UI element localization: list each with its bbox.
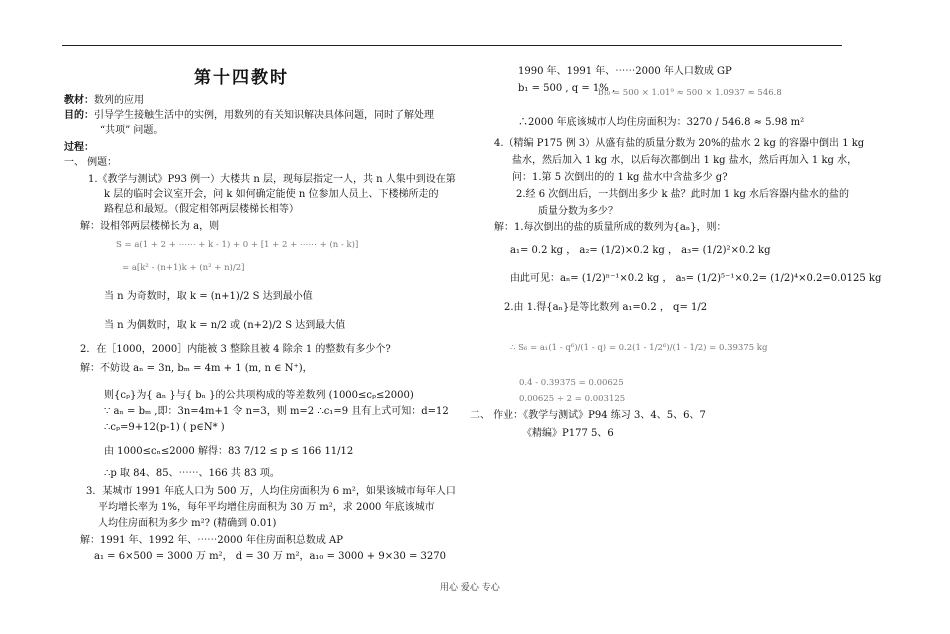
top-rule (62, 45, 842, 46)
formula-simplified: = a[k² - (n+1)k + (n² + n)/2] (122, 263, 245, 273)
problem4-solution: 解：1.每次倒出的盐的质量所成的数列为{aₙ}，则： (494, 222, 727, 233)
problem4-sum: ∴ S₆ = a₁(1 - q⁶)/(1 - q) = 0.2(1 - 1/2⁶)/(1 - 1/2) = 0.39375 kg (510, 343, 768, 353)
material-label: 教材： (64, 95, 94, 106)
problem4-question1: 问：1.第 5 次倒出的的 1 kg 盐水中含盐多少 g? (512, 172, 728, 183)
formula-sum: S = a(1 + 2 + ⋯⋯ + k - 1) + 0 + [1 + 2 + ⋯⋯ + (n - k)] (116, 240, 359, 250)
problem4-diff: 0.4 - 0.39375 = 0.00625 (519, 378, 624, 388)
problem2-answer: ∴p 取 84、85、⋯⋯、166 共 83 项。 (104, 468, 280, 479)
population-params: b₁ = 500 , q = 1% , (518, 83, 616, 94)
problem3-line1: 3．某城市 1991 年底人口为 500 万，人均住房面积为 6 m²，如果该城市每年人口 (86, 486, 456, 497)
problem2-range: 由 1000≤cₙ≤2000 解得：83 7/12 ≤ p ≤ 166 11/12 (104, 446, 354, 457)
homework-line1: 二、 作业：《教学与测试》P94 练习 3、4、5、6、7 (470, 410, 706, 421)
problem2-common: 则{cₚ}为{ aₙ }与{ bₙ }的公共项构成的等差数列 (1000≤cₚ≤2000) (104, 390, 414, 401)
problem4-line2: 盐水，然后加入 1 kg 水，以后每次都倒出 1 kg 盐水，然后再加入 1 kg 水， (512, 155, 858, 166)
goal-label: 目的： (64, 110, 94, 121)
material-text: 数列的应用 (94, 95, 144, 106)
problem1-line3: 路程总和最短。（假定相邻两层楼梯长相等） (104, 204, 299, 215)
problem4-part2: 2.由 1.得{aₙ}是等比数列 a₁=0.2 ， q= 1/2 (504, 302, 708, 313)
goal-text: 引导学生接触生活中的实例，用数列的有关知识解决具体问题，同时了解处理 (94, 110, 434, 121)
process-label: 过程： (64, 142, 94, 153)
even-case: 当 n 为偶数时，取 k = n/2 或 (n+2)/2 S 达到最大值 (104, 320, 346, 331)
problem2-general: ∴cₚ=9+12(p-1) ( p∈N* ) (104, 422, 225, 433)
problem1-line1: 1.《教学与测试》P93 例一）大楼共 n 层，现每层指定一人，共 n 人集中到设在第 (88, 174, 456, 185)
problem2-line1: 2．在［1000，2000］内能被 3 整除且被 4 除余 1 的整数有多少个? (80, 344, 391, 355)
problem3-line2: 平均增长率为 1%，每年平均增住房面积为 30 万 m²，求 2000 年底该城市 (98, 502, 435, 513)
problem3-solution: 解：1991 年、1992 年、⋯⋯2000 年住房面积总数成 AP (80, 535, 344, 546)
problem4-fraction: 0.00625 ÷ 2 = 0.003125 (519, 394, 626, 404)
problem2-assume: 解：不妨设 aₙ = 3n, bₘ = 4m + 1 (m, n ∈ N⁺)， (80, 363, 313, 374)
page-footer: 用心 爱心 专心 (440, 583, 500, 593)
population-b10: b₁₀ = 500 × 1.01⁹ ≈ 500 × 1.0937 ≈ 546.8 (598, 88, 782, 98)
problem1-line2: k 层的临时会议室开会，问 k 如何确定能使 n 位参加人员上、下楼梯所走的 (104, 189, 439, 200)
goal-line (64, 110, 434, 122)
problem4-question2: 2.经 6 次倒出后，一共倒出多少 k 盐？此时加 1 kg 水后容器内盐水的盐的 (516, 189, 850, 200)
population-gp: 1990 年、1991 年、⋯⋯2000 年人口数成 GP (518, 66, 732, 77)
problem1-solution: 解：设相邻两层楼梯长为 a，则 (80, 221, 220, 232)
material-line (64, 95, 144, 107)
goal-text-2: “共项” 问题。 (100, 125, 164, 136)
problem2-solve: ∵ aₙ = bₘ ,即：3n=4m+1 令 n=3，则 m=2 ∴c₁=9 且有上式可知：d=12 (104, 406, 449, 417)
area-result: ∴2000 年底该城市人均住房面积为：3270 / 546.8 ≈ 5.98 m² (518, 117, 805, 128)
odd-case: 当 n 为奇数时，取 k = (n+1)/2 S 达到最小值 (104, 291, 313, 302)
section-one-heading: 一、 例题： (64, 157, 118, 168)
problem4-terms: a₁= 0.2 kg ， a₂= (1/2)×0.2 kg ， a₃= (1/2)²×0.2 kg (510, 245, 771, 256)
problem4-general: 由此可见：aₙ= (1/2)ⁿ⁻¹×0.2 kg ， a₅= (1/2)⁵⁻¹×0.2= (1/2)⁴×0.2=0.0125 kg (510, 273, 882, 284)
homework-line2: 《精编》P177 5、6 (522, 428, 614, 439)
problem4-line1: 4.（精编 P175 例 3）从盛有盐的质量分数为 20%的盐水 2 kg 的容器中倒出 1 kg (494, 138, 865, 149)
page-title: 第十四教时 (194, 68, 289, 88)
problem4-question2-cont: 质量分数为多少？ (538, 206, 618, 217)
problem3-ap-values: a₁ = 6×500 = 3000 万 m²， d = 30 万 m²，a₁₀ = 3000 + 9×30 = 3270 (94, 551, 447, 562)
problem3-line3: 人均住房面积为多少 m²? (精确到 0.01) (98, 518, 277, 529)
